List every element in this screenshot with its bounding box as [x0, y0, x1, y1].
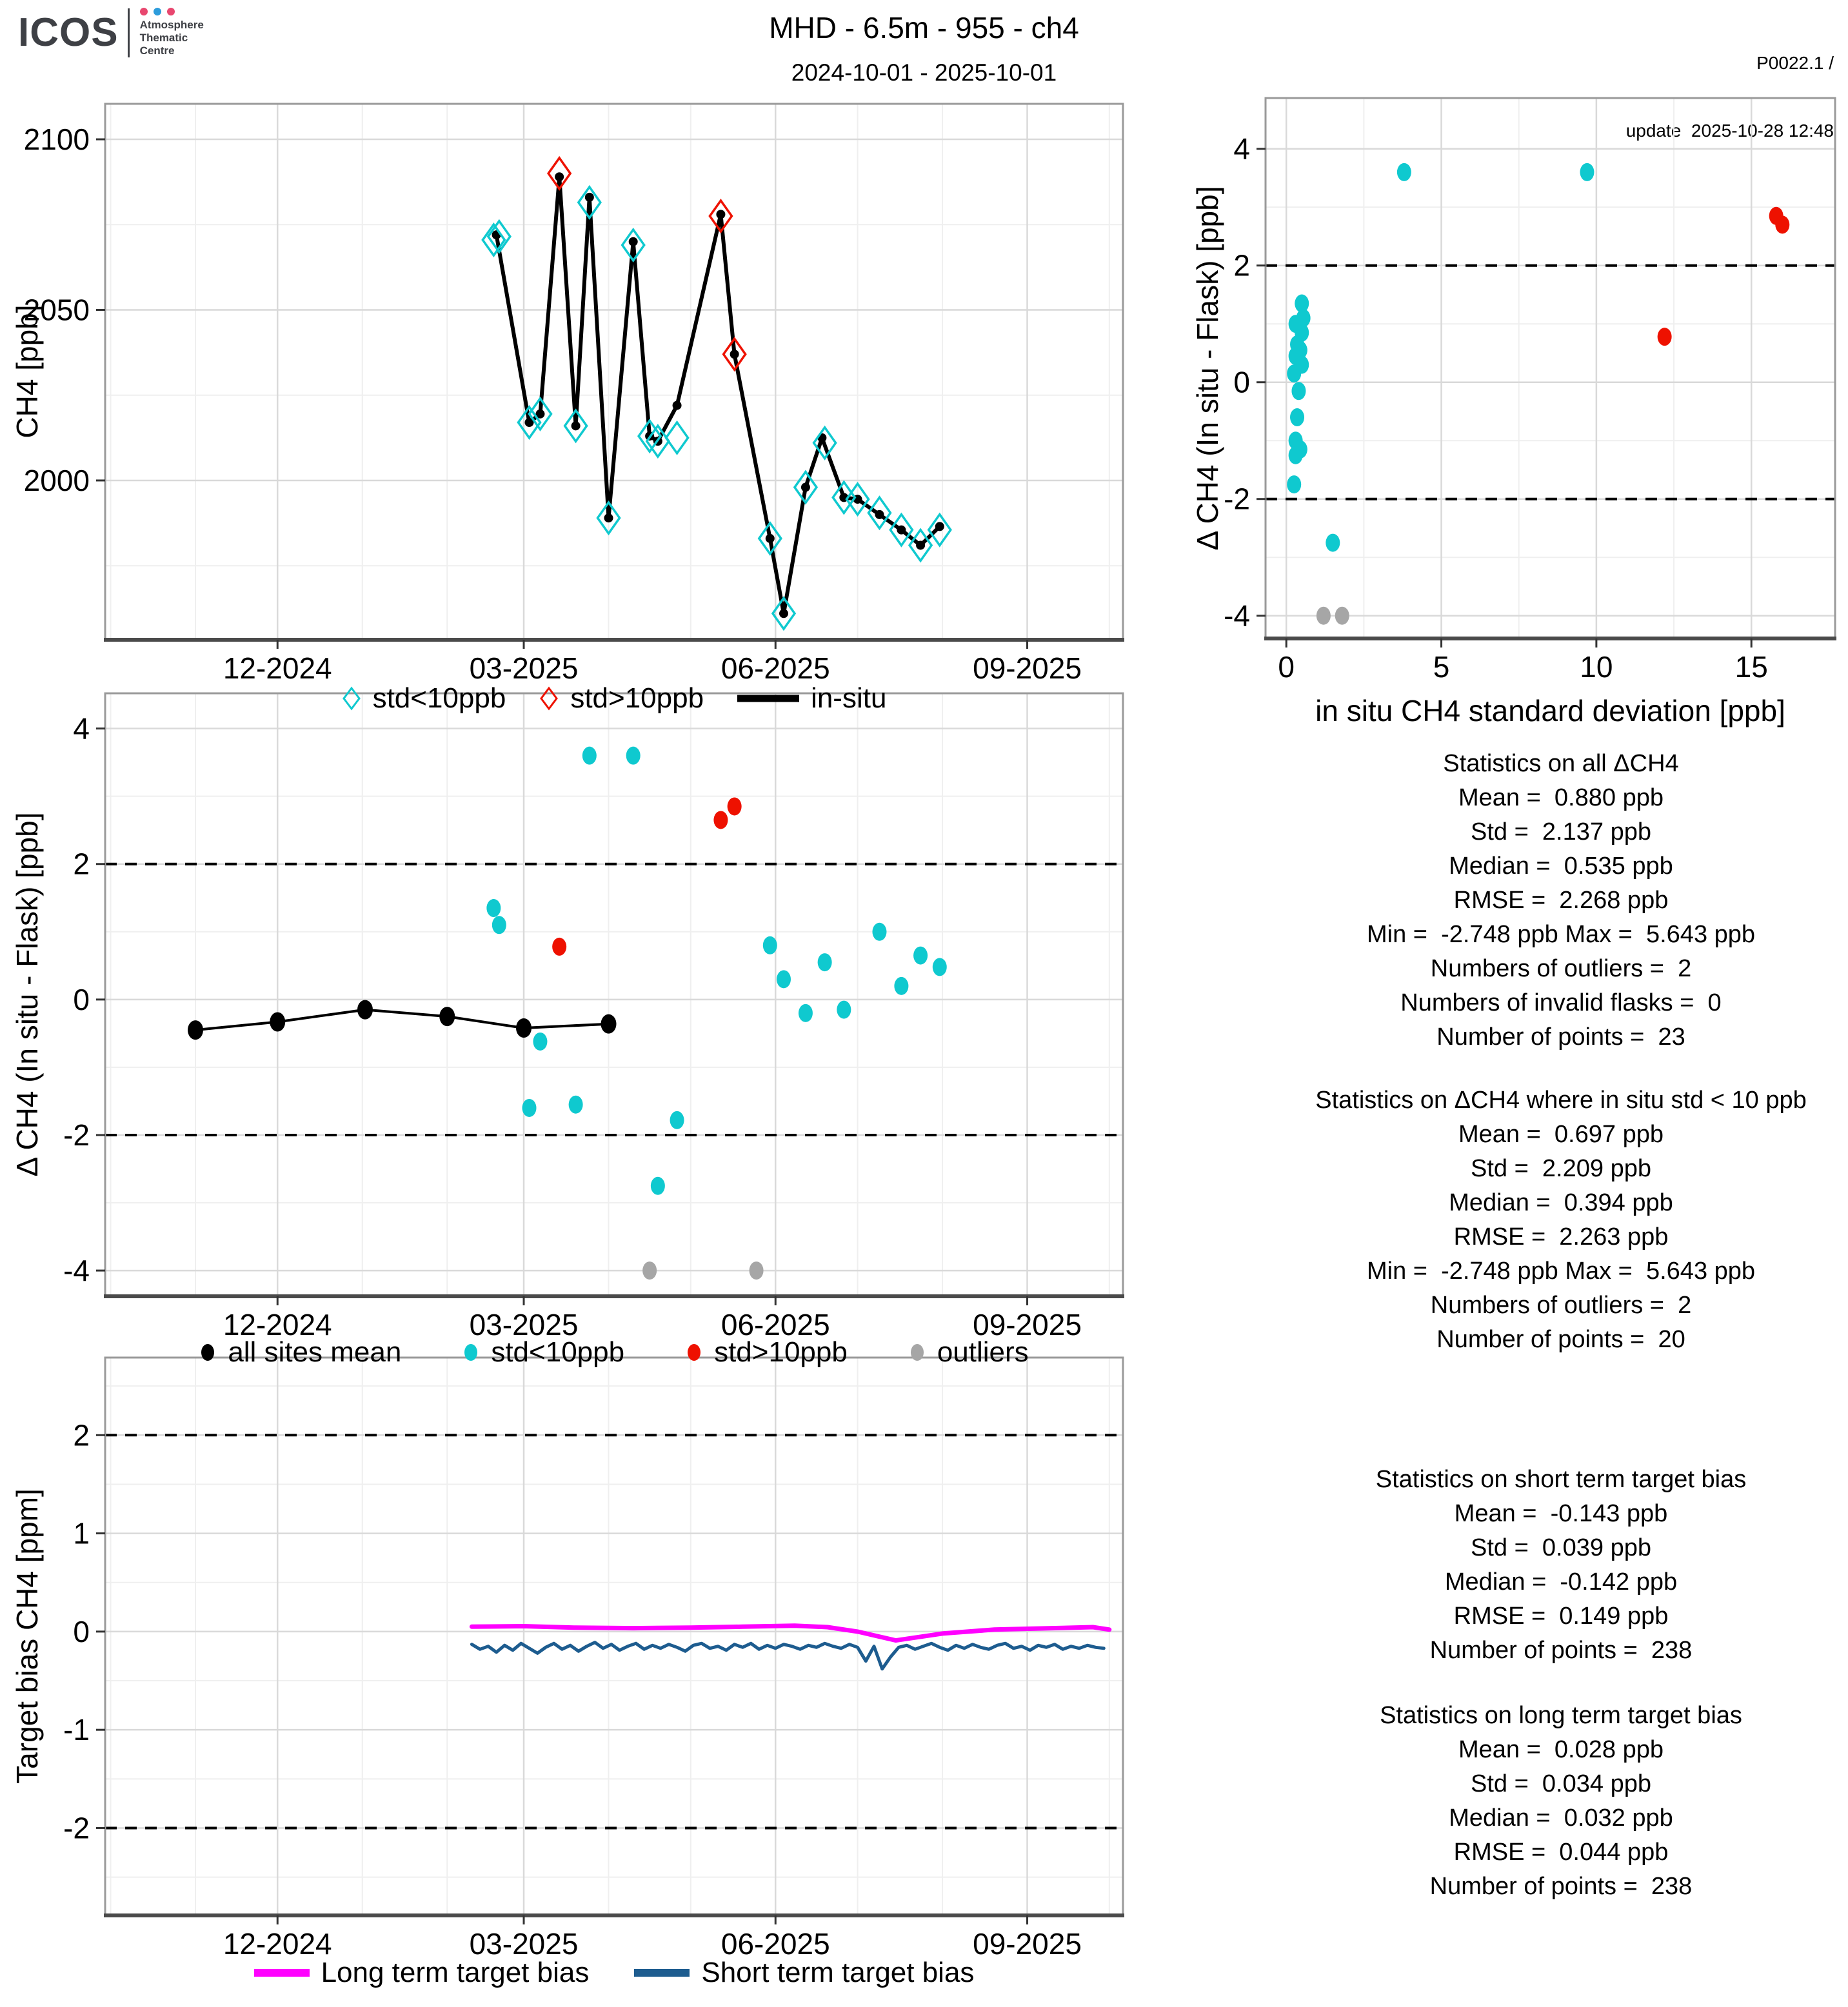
legend-item-std-gt10-dots [686, 1336, 848, 1369]
page-date-range: 2024-10-01 - 2025-10-01 [791, 59, 1057, 86]
stat-line: Median = 0.535 ppb [1449, 853, 1673, 880]
chart-insitu_vs_flask [24, 104, 1124, 685]
series-all sites mean [188, 1000, 617, 1040]
legend-target-bias-plot [105, 1957, 1123, 1989]
x-tick-label: 15 [1734, 650, 1768, 684]
legend-item-short-term [634, 1957, 974, 1989]
black-dot-icon [199, 1341, 216, 1363]
cyan-open-diamond-icon [342, 686, 361, 711]
stat-line: Median = 0.032 ppb [1449, 1804, 1673, 1832]
x-tick-label: 09-2025 [973, 1927, 1082, 1961]
x-tick-label: 10 [1580, 650, 1613, 684]
stats-block-long-term-bias [1274, 1699, 1848, 1904]
stats-title: Statistics on ΔCH4 where in situ std < 10 ppb [1315, 1087, 1807, 1114]
x-tick-label: 12-2024 [223, 651, 332, 685]
legend-label: Long term target bias [321, 1957, 590, 1988]
stat-line: RMSE = 0.044 ppb [1453, 1839, 1669, 1866]
series-std>10ppb [1658, 207, 1790, 346]
revision-update: update 2025-10-28 12:48 [1625, 121, 1834, 141]
stat-line: Numbers of invalid flasks = 0 [1400, 989, 1722, 1016]
red-dot-icon [686, 1341, 702, 1363]
y-tick-label: -2 [63, 1118, 90, 1152]
stat-line: Mean = 0.880 ppb [1458, 784, 1664, 811]
logo-subtitle-line2: Thematic [139, 32, 188, 44]
legend-label: std<10ppb [372, 682, 506, 714]
stat-line: Min = -2.748 ppb Max = 5.643 ppb [1366, 921, 1756, 948]
stat-line: Std = 0.034 ppb [1471, 1770, 1651, 1797]
y-tick-label: 2000 [23, 463, 90, 497]
stat-line: Median = -0.142 ppb [1444, 1568, 1678, 1596]
x-tick-label: 12-2024 [223, 1927, 332, 1961]
yaxis-title-target-bias: Target bias CH4 [ppm] [10, 1488, 44, 1784]
yaxis-title-delta-time: Δ CH4 (In situ - Flask) [ppb] [10, 812, 44, 1177]
legend-label: in-situ [811, 682, 887, 714]
y-tick-label: -2 [1224, 482, 1250, 516]
legend-label: std>10ppb [570, 682, 704, 714]
stat-line: Mean = 0.697 ppb [1458, 1121, 1664, 1148]
y-tick-label: 2 [1233, 248, 1250, 282]
stats-block-short-term-bias [1274, 1463, 1848, 1668]
y-tick-label: 0 [73, 1614, 90, 1648]
navy-line-icon [634, 1969, 690, 1977]
y-tick-label: -1 [63, 1713, 90, 1747]
icos-logo-text: ICOS [18, 10, 119, 55]
x-tick-label: 5 [1433, 650, 1450, 684]
legend-item-std-lt10-dots [462, 1336, 624, 1369]
legend-item-long-term [254, 1957, 590, 1989]
red-open-diamond-icon [539, 686, 559, 711]
series-std>10ppb [548, 158, 745, 370]
stats-title: Statistics on all ΔCH4 [1443, 750, 1679, 777]
logo-subtitle-line3: Centre [139, 44, 175, 57]
y-tick-label: 4 [73, 711, 90, 746]
y-tick-label: 2 [73, 847, 90, 881]
x-tick-label: 12-2024 [223, 1308, 332, 1341]
black-line-icon [737, 694, 799, 703]
y-tick-label: -2 [63, 1811, 90, 1845]
legend-item-std-lt10 [342, 682, 506, 715]
gray-dot-icon [909, 1341, 926, 1363]
chart-target_bias [63, 1358, 1124, 1961]
stat-line: Numbers of outliers = 2 [1430, 955, 1692, 982]
stat-line: Number of points = 20 [1436, 1326, 1685, 1353]
x-axis-title: in situ CH4 standard deviation [ppb] [1315, 694, 1785, 727]
legend-label: std>10ppb [714, 1336, 848, 1368]
stat-line: Std = 0.039 ppb [1471, 1534, 1651, 1561]
legend-delta-plot [105, 1336, 1123, 1369]
y-tick-label: 0 [1233, 365, 1250, 399]
chart-delta_vs_std [1224, 98, 1836, 727]
stat-line: Mean = -0.143 ppb [1454, 1500, 1668, 1527]
legend-label: outliers [937, 1336, 1029, 1368]
x-tick-label: 06-2025 [720, 1927, 830, 1961]
chart-delta_timeseries [63, 693, 1124, 1341]
stats-title: Statistics on short term target bias [1375, 1466, 1747, 1493]
stats-block-all-delta [1274, 747, 1848, 1054]
x-tick-label: 06-2025 [720, 1308, 830, 1341]
series-Short term target bias [472, 1643, 1104, 1669]
x-tick-label: 09-2025 [973, 1308, 1082, 1341]
revision-id: P0022.1 / [1756, 53, 1834, 73]
x-tick-label: 0 [1278, 650, 1295, 684]
stat-line: Number of points = 238 [1429, 1873, 1693, 1900]
page-title: MHD - 6.5m - 955 - ch4 [769, 11, 1079, 44]
legend-insitu-plot [105, 682, 1123, 715]
stat-line: Std = 2.209 ppb [1471, 1155, 1651, 1182]
stat-line: Number of points = 23 [1436, 1023, 1685, 1051]
cyan-dot-icon [462, 1341, 479, 1363]
legend-item-all-sites-mean [199, 1336, 401, 1369]
legend-label: std<10ppb [491, 1336, 625, 1368]
stat-line: RMSE = 2.263 ppb [1453, 1223, 1669, 1251]
stat-line: Median = 0.394 ppb [1449, 1189, 1673, 1216]
legend-item-std-gt10 [539, 682, 704, 715]
legend-label: Short term target bias [701, 1957, 975, 1988]
y-tick-label: 2050 [23, 293, 90, 327]
y-tick-label: 2100 [23, 123, 90, 157]
x-tick-label: 03-2025 [469, 1927, 579, 1961]
stat-line: Mean = 0.028 ppb [1458, 1736, 1664, 1763]
y-tick-label: -4 [1224, 598, 1250, 633]
x-tick-label: 06-2025 [720, 651, 830, 685]
x-tick-label: 03-2025 [469, 651, 579, 685]
stat-line: Number of points = 238 [1429, 1637, 1693, 1664]
x-tick-label: 03-2025 [469, 1308, 579, 1341]
stat-line: RMSE = 2.268 ppb [1453, 887, 1669, 914]
stats-title: Statistics on long term target bias [1380, 1702, 1742, 1729]
magenta-line-icon [254, 1969, 310, 1977]
x-tick-label: 09-2025 [973, 651, 1082, 685]
series-Long term target bias [472, 1626, 1109, 1641]
yaxis-title-delta-scatter: Δ CH4 (In situ - Flask) [ppb] [1191, 186, 1224, 551]
stat-line: Std = 2.137 ppb [1471, 818, 1651, 845]
legend-label: all sites mean [228, 1336, 402, 1368]
y-tick-label: 1 [73, 1516, 90, 1550]
y-tick-label: 2 [73, 1418, 90, 1452]
y-tick-label: 0 [73, 982, 90, 1016]
legend-item-insitu [737, 682, 886, 715]
stat-line: Min = -2.748 ppb Max = 5.643 ppb [1366, 1258, 1756, 1285]
legend-item-outliers [909, 1336, 1029, 1369]
y-tick-label: 4 [1233, 132, 1250, 166]
yaxis-title-ch4: CH4 [ppb] [10, 304, 44, 439]
stat-line: Numbers of outliers = 2 [1430, 1292, 1692, 1319]
stats-block-delta-lt10 [1274, 1083, 1848, 1357]
y-tick-label: -4 [63, 1254, 90, 1288]
stat-line: RMSE = 0.149 ppb [1453, 1603, 1669, 1630]
logo-subtitle-line1: Atmosphere [139, 19, 204, 31]
